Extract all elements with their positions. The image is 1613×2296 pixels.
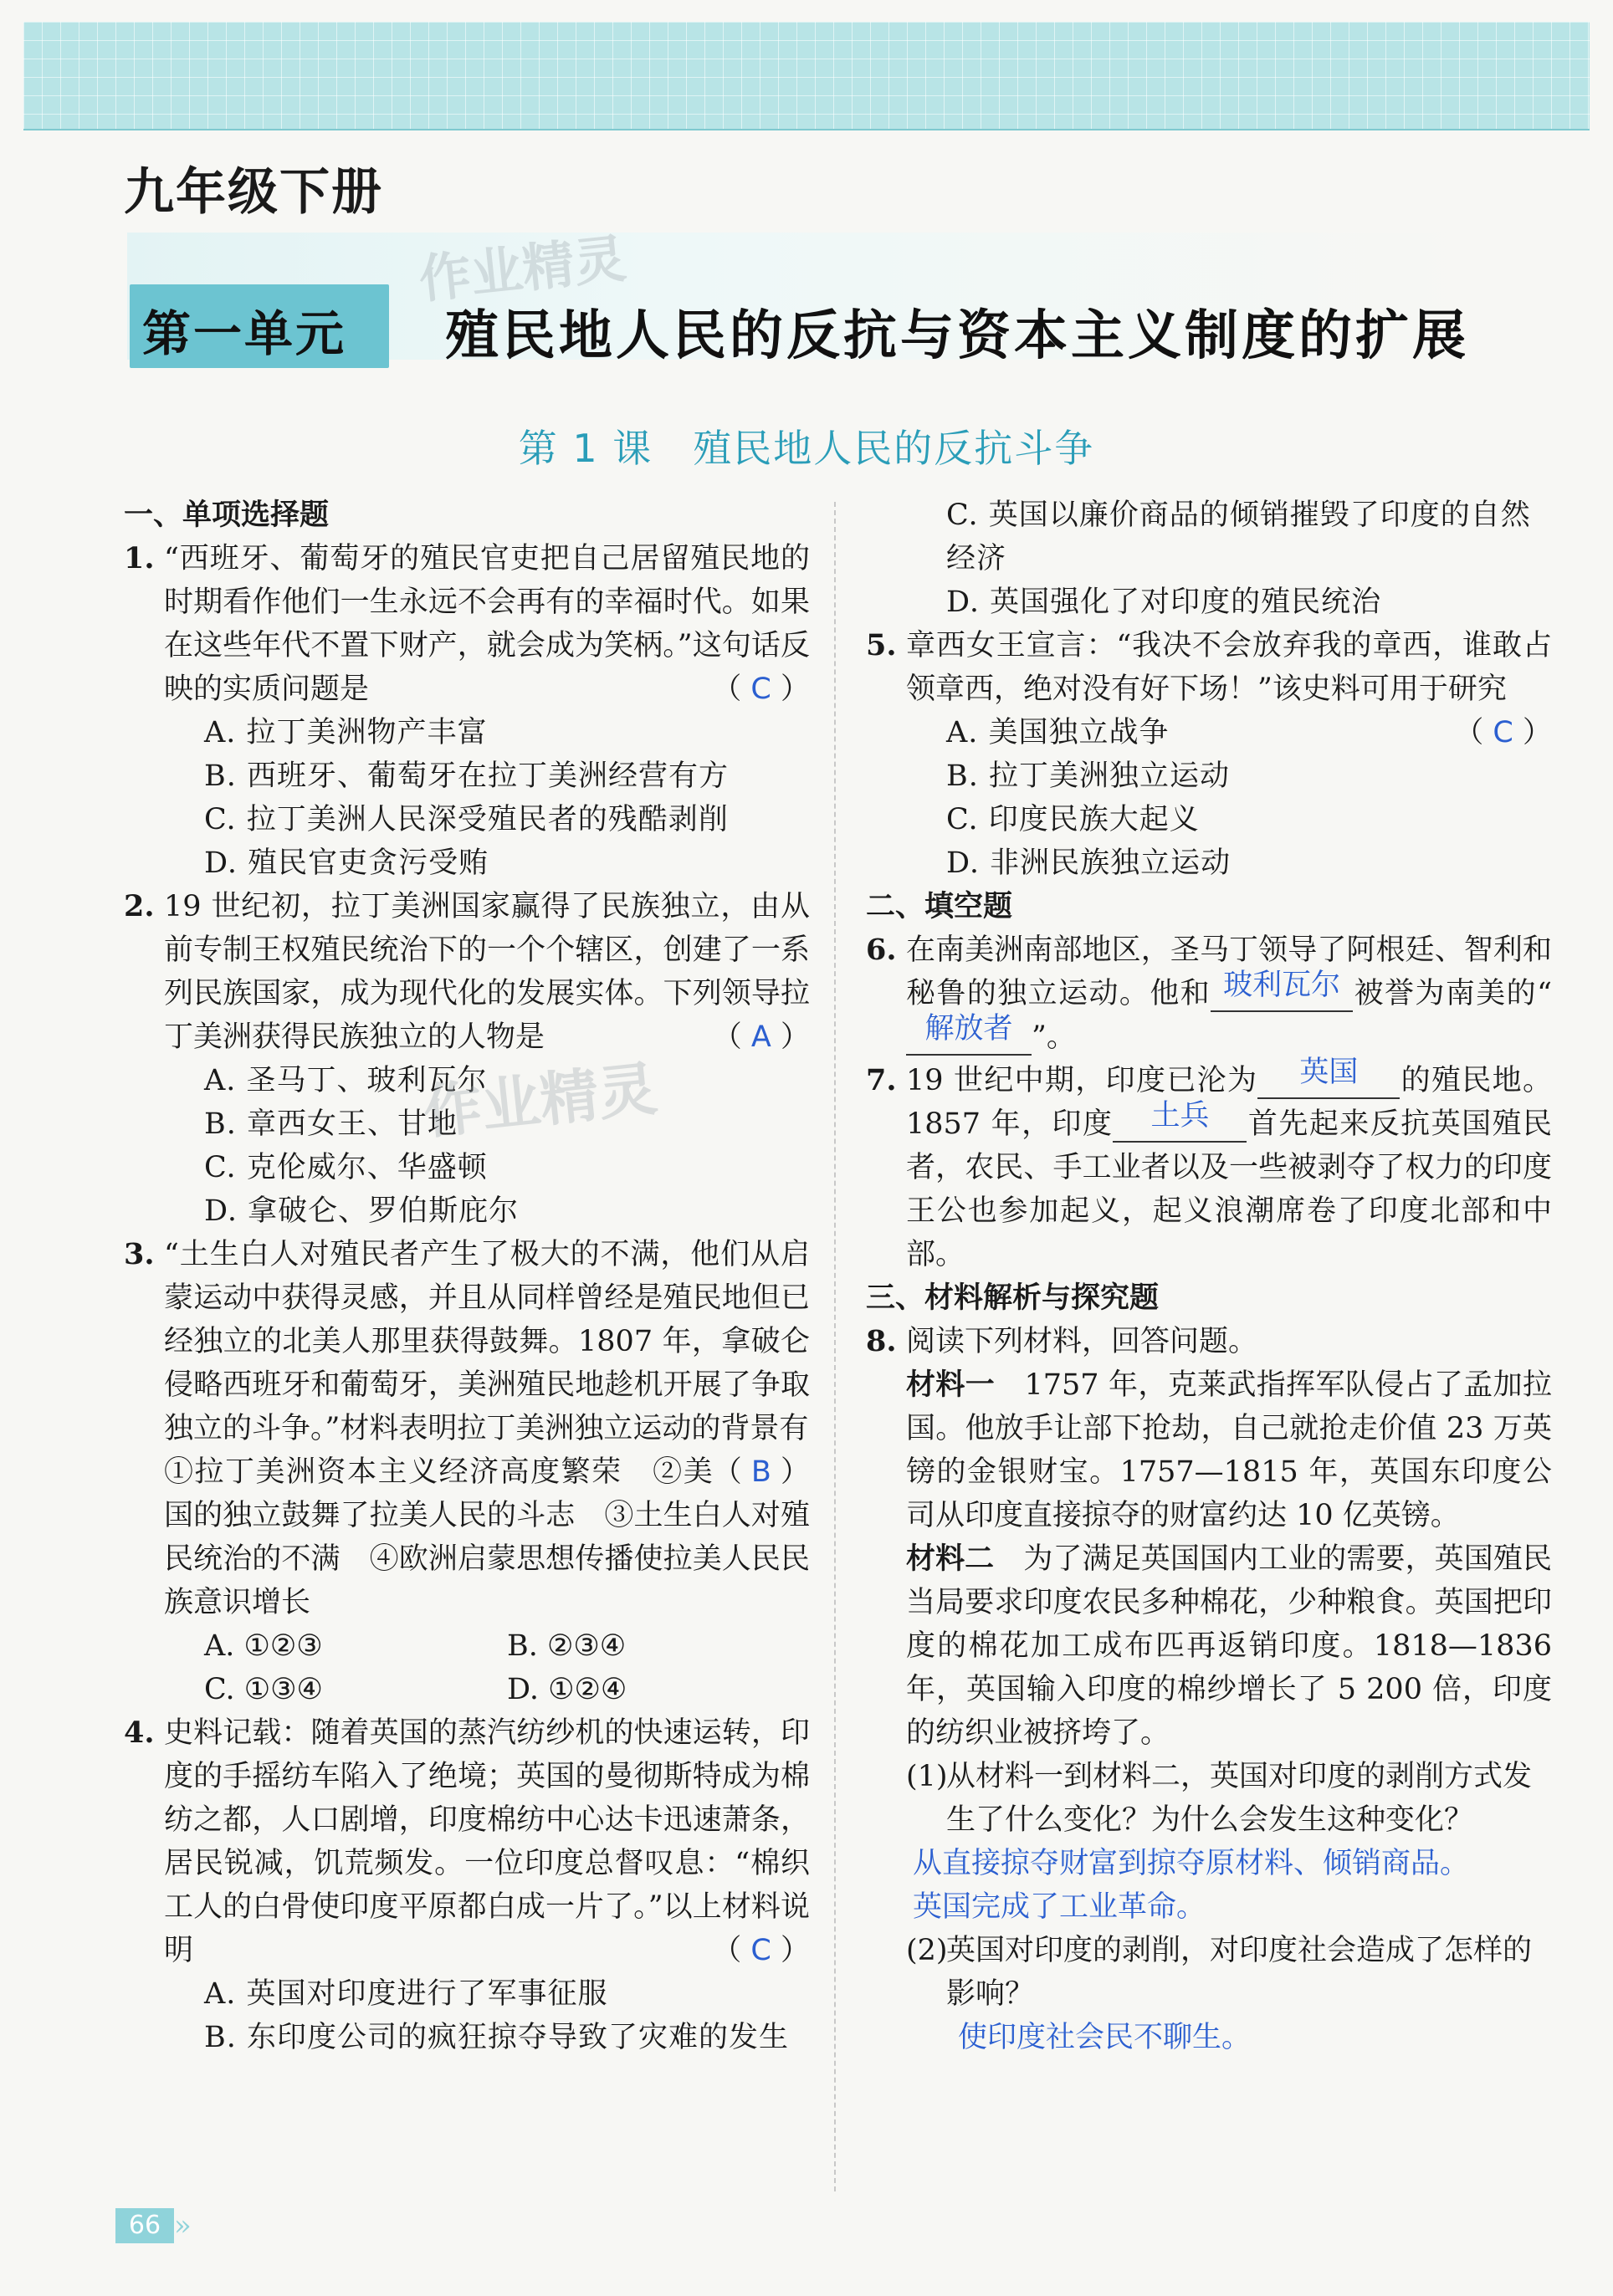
question-text: 阅读下列材料，回答问题。 <box>906 1325 1258 1358</box>
sub-question-text: 英国对印度的剥削，对印度社会造成了怎样的影响？ <box>946 1934 1533 2011</box>
sub-question-number: (2) <box>906 1934 948 1967</box>
options-row <box>124 1668 810 1711</box>
handwritten-answer: 从直接掠夺财富到掠夺原材料、倾销商品。 <box>913 1847 1470 1880</box>
right-column <box>866 493 1552 2059</box>
option: B. 东印度公司的疯狂掠夺导致了灾难的发生 <box>204 2021 789 2054</box>
watermark-middle: 作业精灵 <box>420 1054 661 1148</box>
handwritten-answer: 玻利瓦尔 <box>1223 969 1341 1002</box>
answer-bracket: （ A ） <box>712 1020 810 1054</box>
answer: B <box>750 1455 771 1489</box>
material-2 <box>866 1537 1552 1755</box>
option: B. 西班牙、葡萄牙在拉丁美洲经营有方 <box>204 759 729 793</box>
handwritten-answer: 英国完成了工业革命。 <box>913 1890 1206 1924</box>
question-number: 2. <box>124 889 155 923</box>
answer-bracket: （ C ） <box>712 672 810 706</box>
fill-blank <box>906 1012 1032 1056</box>
question-number: 4. <box>124 1716 155 1750</box>
lesson-title: 第 1 课 殖民地人民的反抗斗争 <box>518 426 1095 471</box>
fill-blank <box>1211 969 1353 1012</box>
sub-question-number: (1) <box>906 1760 948 1793</box>
material-1 <box>866 1363 1552 1537</box>
sub-question-1 <box>866 1755 1552 1842</box>
page-number: 66 <box>115 2208 174 2243</box>
chevron-right-icon: » <box>174 2209 192 2242</box>
sub-question-2 <box>866 1929 1552 2016</box>
answer: A <box>750 1020 771 1054</box>
question-6 <box>866 928 1552 1059</box>
sub-question-text: 从材料一到材料二，英国对印度的剥削方式发生了什么变化？为什么会发生这种变化？ <box>946 1760 1533 1837</box>
question-text: 被誉为南美的“ <box>1353 977 1552 1010</box>
option: A. 圣马丁、玻利瓦尔 <box>204 1064 488 1097</box>
question-3 <box>124 1233 810 1489</box>
option: C. 拉丁美洲人民深受殖民者的残酷剥削 <box>204 803 729 836</box>
question-number: 5. <box>866 628 897 662</box>
section-heading-analysis: 三、材料解析与探究题 <box>866 1281 1160 1315</box>
question-text: 19 世纪中期，印度已沦为 <box>906 1064 1258 1097</box>
material-text: 为了满足英国国内工业的需要，英国殖民当局要求印度农民多种棉花，少种粮食。英国把印度的棉花加工成布匹再返销印度。1818—1836 年，英国输入印度的棉纱增长了 5 200 倍，印度的纺织业被挤垮了。 <box>906 1542 1552 1750</box>
option: D. ①②④ <box>507 1673 627 1706</box>
header-band-line <box>23 129 1590 130</box>
material-text: 1757 年，克莱武指挥军队侵占了孟加拉国。他放手让部下抢劫，自己就抢走价值 23 万英镑的金银财宝。1757—1815 年，英国东印度公司从印度直接掠夺的财富约达 10 亿英镑。 <box>906 1368 1552 1532</box>
options-row <box>124 1624 810 1668</box>
handwritten-answer: 英国 <box>1299 1056 1359 1089</box>
unit-title: 殖民地人民的反抗与资本主义制度的扩展 <box>445 305 1469 367</box>
option: D. 英国强化了对印度的殖民统治 <box>946 586 1382 619</box>
handwritten-answer: 土兵 <box>1150 1099 1210 1133</box>
answer: C <box>750 1934 771 1967</box>
question-number: 1. <box>124 541 155 575</box>
option: D. 殖民官吏贪污受贿 <box>204 846 489 880</box>
header-band <box>23 22 1590 129</box>
question-8 <box>866 1320 1552 1363</box>
statements-text: ①拉丁美洲资本主义经济高度繁荣 ②美国的独立鼓舞了拉美人民的斗志 ③土生白人对殖民统治的不满 ④欧洲启蒙思想传播使拉美人民民族意识增长 <box>164 1455 810 1619</box>
question-text: 19 世纪初，拉丁美洲国家赢得了民族独立，由从前专制王权殖民统治下的一个个辖区，创建了一系列民族国家，成为现代化的发展实体。下列领导拉丁美洲获得民族独立的人物是 <box>164 890 810 1054</box>
section-heading-choice: 一、单项选择题 <box>124 499 330 532</box>
question-text: “土生白人对殖民者产生了极大的不满，他们从启蒙运动中获得灵感，并且从同样曾经是殖民地但已经独立的北美人那里获得鼓舞。1807 年，拿破仑侵略西班牙和葡萄牙，美洲殖民地趁机开展了争取独立的斗争。”材料表明拉丁美洲独立运动的背景有 <box>164 1238 810 1445</box>
fill-blank <box>1257 1056 1400 1099</box>
question-4 <box>124 1711 810 1972</box>
option: D. 拿破仑、罗伯斯庇尔 <box>204 1194 520 1228</box>
watermark-top: 作业精灵 <box>416 228 629 310</box>
option: A. 拉丁美洲物产丰富 <box>204 716 488 749</box>
fill-blank <box>1113 1099 1247 1143</box>
question-2 <box>124 885 810 1059</box>
question-1 <box>124 537 810 711</box>
handwritten-answer: 解放者 <box>924 1012 1013 1046</box>
question-number: 6. <box>866 933 897 967</box>
question-number: 3. <box>124 1237 155 1271</box>
material-label: 材料一 <box>906 1368 996 1402</box>
unit-label: 第一单元 <box>142 305 347 362</box>
question-3-statements <box>124 1450 810 1624</box>
question-text: 首先起来反抗英国殖民者，农民、手工业者以及一些被剥夺了权力的印度王公也参加起义，起义浪潮席卷了印度北部和中部。 <box>906 1107 1552 1271</box>
answer-bracket: （ C ） <box>1454 716 1552 749</box>
answer-bracket: （ C ） <box>712 1934 810 1967</box>
question-text: 章西女王宣言：“我决不会放弃我的章西，谁敢占领章西，绝对没有好下场！”该史料可用于研究 <box>906 629 1552 706</box>
option: B. 章西女王、甘地 <box>204 1107 458 1141</box>
handwritten-answer: 使印度社会民不聊生。 <box>958 2021 1252 2054</box>
material-label: 材料二 <box>906 1542 995 1576</box>
left-column <box>124 493 810 2059</box>
grade-title: 九年级下册 <box>124 163 383 222</box>
option: A. 英国对印度进行了军事征服 <box>204 1977 608 2011</box>
section-heading-fill: 二、填空题 <box>866 890 1013 923</box>
question-text: “西班牙、葡萄牙的殖民官吏把自己居留殖民地的时期看作他们一生永远不会再有的幸福时代。如果在这些年代不置下财产，就会成为笑柄。”这句话反映的实质问题是 <box>164 542 810 706</box>
option: C. 克伦威尔、华盛顿 <box>204 1151 488 1184</box>
option: D. 非洲民族独立运动 <box>946 846 1232 880</box>
option: A. ①②③ <box>204 1629 323 1663</box>
option: B. 拉丁美洲独立运动 <box>946 759 1230 793</box>
option: B. ②③④ <box>507 1629 627 1663</box>
answer: C <box>750 672 771 706</box>
question-text: 在南美洲南部地区，圣马丁领导了阿根廷、智利和秘鲁的独立运动。他和 <box>906 933 1552 1010</box>
question-number: 8. <box>866 1324 897 1358</box>
answer-bracket: （ B ） <box>712 1455 810 1489</box>
answer: C <box>1493 716 1513 749</box>
option: A. 美国独立战争 <box>946 716 1170 749</box>
option: C. 英国以廉价商品的倾销摧毁了印度的自然经济 <box>946 499 1531 575</box>
question-text: 史料记载：随着英国的蒸汽纺纱机的快速运转，印度的手摇纺车陷入了绝境；英国的曼彻斯特成为棉纺之都，人口剧增，印度棉纺中心达卡迅速萧条，居民锐减，饥荒频发。一位印度总督叹息：“棉织工人的白骨使印度平原都白成一片了。”以上材料说明 <box>164 1716 810 1967</box>
question-number: 7. <box>866 1063 897 1097</box>
question-7 <box>866 1056 1552 1276</box>
question-text: 的殖民地。1857 年，印度 <box>906 1064 1552 1141</box>
column-divider <box>834 502 836 2191</box>
option: C. ①③④ <box>204 1673 323 1706</box>
question-text: ”。 <box>1032 1020 1076 1054</box>
option: C. 印度民族大起义 <box>946 803 1200 836</box>
